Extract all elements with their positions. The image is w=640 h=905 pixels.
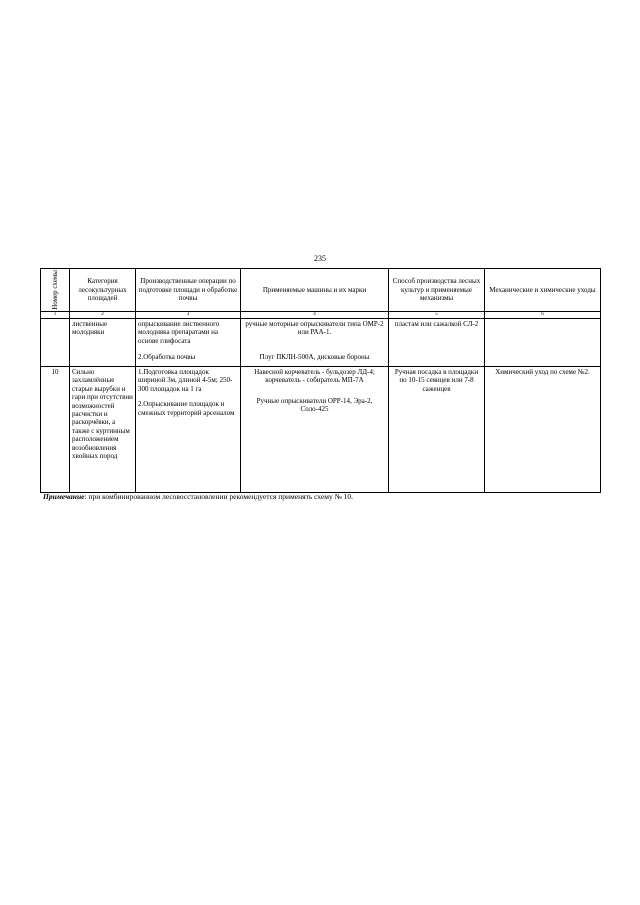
note-text: : при комбинированном лесовосстановлении рекомендуется применять схему № 10. xyxy=(84,492,354,501)
operation-item: 2.Опрыскивание площадок и смежных территорий арсеналом xyxy=(138,400,235,417)
cell-method: Ручная посадка в площадки по 10-15 сеянцев или 7-8 саженцев xyxy=(389,367,485,493)
cell-machines xyxy=(241,319,389,367)
table-row xyxy=(41,319,601,367)
column-number-row xyxy=(41,312,601,319)
machine-item: Ручные опрыскиватели ОРР-14, Эра-2, Соло-425 xyxy=(256,396,373,414)
cell-category: Сильно захламлённые старые вырубки и гари при отсутствии возможностей расчистки и раскорчёвки, а также с куртинным расположением возобновления хвойных пород xyxy=(70,367,136,493)
machine-item: Плуг ПКЛН-500А, дисковые бороны xyxy=(259,352,370,361)
page-number: 235 xyxy=(314,254,326,263)
cell-care: Химический уход по схеме №2. xyxy=(485,367,601,493)
column-number: 3 xyxy=(136,312,241,319)
column-number: 1 xyxy=(41,312,70,319)
cell-method: пластам или сажалкой СЛ-2 xyxy=(389,319,485,367)
table-row xyxy=(41,367,601,493)
column-number: 4 xyxy=(241,312,389,319)
table-note xyxy=(43,492,603,501)
operation-item: 1.Подготовка площадок шириной 3м, длиной 4-5м; 250-300 площадок на 1 га xyxy=(138,368,233,393)
cell-care xyxy=(485,319,601,367)
header-scheme-number: Номер схемы xyxy=(41,269,70,312)
table-header-row xyxy=(41,269,601,312)
header-care: Механические и химические уходы xyxy=(485,269,601,312)
header-operations: Производственные операции по подготовке площади и обработке почвы xyxy=(136,269,241,312)
machine-item: ручные моторные опрыскиватели типа ОМР-2 или РАА-1. xyxy=(245,320,384,337)
header-category: Категория лесокультурных площадей xyxy=(70,269,136,312)
forestry-schemes-table xyxy=(40,268,601,493)
column-number: 6 xyxy=(485,312,601,319)
header-method: Способ производства лесных культур и применяемые механизмы xyxy=(389,269,485,312)
cell-operations xyxy=(136,319,241,367)
operation-item: 2.Обработка почвы xyxy=(138,353,196,362)
machine-item: Навесной корчеватель - бульдозер ЛД-4; корчеватель - собиратель МП-7А xyxy=(254,368,375,385)
cell-machines xyxy=(241,367,389,493)
cell-scheme-number xyxy=(41,319,70,367)
cell-category: лиственные молодняки xyxy=(70,319,136,367)
operation-item: опрыскивание лиственного молодняка препаратами на основе глифосата xyxy=(138,320,220,345)
column-number: 5 xyxy=(389,312,485,319)
cell-scheme-number: 10 xyxy=(41,367,70,493)
header-machines: Применяемые машины и их марки xyxy=(241,269,389,312)
note-label: Примечание xyxy=(43,492,85,501)
cell-operations xyxy=(136,367,241,493)
column-number: 2 xyxy=(70,312,136,319)
